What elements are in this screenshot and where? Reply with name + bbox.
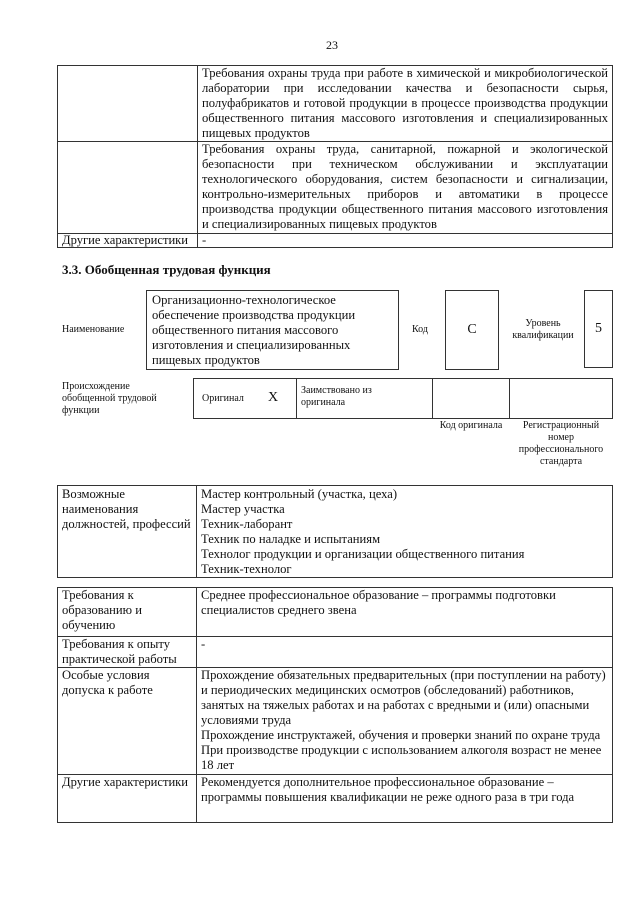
row-value <box>197 775 613 823</box>
reg-number-cell <box>509 378 613 419</box>
table-row <box>58 588 613 637</box>
table-row <box>58 668 613 775</box>
row-label <box>58 142 198 234</box>
section-title: 3.3. Обобщенная трудовая функция <box>62 262 271 277</box>
original-label: Оригинал <box>202 393 244 404</box>
positions-label: Возможные наименования должностей, профессий <box>58 486 197 578</box>
code-original-caption: Код оригинала <box>439 420 503 431</box>
row-value: - <box>198 234 613 248</box>
code-original-cell <box>432 378 510 419</box>
table-row <box>58 775 613 823</box>
borrowed-cell <box>296 378 433 419</box>
positions-table <box>57 485 613 578</box>
level-label: Уровень квалификации <box>512 318 574 341</box>
row-value <box>197 588 613 637</box>
row-line: Прохождение инструктажей, обучения и проверки знаний по охране труда <box>201 728 601 742</box>
row-value <box>197 668 613 775</box>
positions-list <box>197 486 613 578</box>
table-row <box>58 66 613 142</box>
requirements-table <box>57 587 613 823</box>
list-item: Техник-лаборант <box>201 517 293 531</box>
list-item: Мастер участка <box>201 502 285 516</box>
list-item: Мастер контрольный (участка, цеха) <box>201 487 398 501</box>
original-cell <box>193 378 297 419</box>
original-mark: X <box>268 390 279 405</box>
name-value: Организационно-технологическое обеспечение производства продукции общественного питания массового изготовления и специализированных пищевых продуктов <box>146 290 399 370</box>
top-table <box>57 65 613 248</box>
name-label: Наименование <box>62 324 125 335</box>
table-row <box>58 637 613 668</box>
list-item: Техник по наладке и испытаниям <box>201 532 381 546</box>
list-item: Технолог продукции и организации общественного питания <box>201 547 525 561</box>
table-row <box>58 142 613 234</box>
row-value <box>197 637 613 668</box>
row-label: Другие характеристики <box>58 234 198 248</box>
row-line: Прохождение обязательных предварительных (при поступлении на работу) и периодических медицинских осмотров (обследований) работников, занятых на тяжелых работах и на работах с вредными и (или) опасными условиями труда <box>201 668 606 727</box>
origin-label: Происхождение обобщенной трудовой функции <box>62 381 157 416</box>
row-line: Среднее профессиональное образование – программы подготовки специалистов среднего звена <box>201 588 556 617</box>
row-label <box>58 66 198 142</box>
code-label: Код <box>412 324 428 335</box>
table-row <box>58 234 613 248</box>
row-label: Другие характеристики <box>58 775 197 823</box>
row-label: Требования к опыту практической работы <box>58 637 197 668</box>
row-value: Требования охраны труда при работе в химической и микробиологической лаборатории при исследовании качества и безопасности сырья, полуфабрикатов и готовой продукции в процессе производства продукции общественного питания массового изготовления и специализированных пищевых продуктов <box>198 66 613 142</box>
borrowed-label: Заимствовано из оригинала <box>301 385 372 408</box>
row-line: Рекомендуется дополнительное профессиональное образование – программы повышения квалификации не реже одного раза в три года <box>201 775 575 804</box>
row-label: Требования к образованию и обучению <box>58 588 197 637</box>
row-label: Особые условия допуска к работе <box>58 668 197 775</box>
row-line: При производстве продукции с использованием алкоголя возраст не менее 18 лет <box>201 743 602 772</box>
reg-number-caption: Регистрационный номер профессионального стандарта <box>518 420 604 467</box>
level-value: 5 <box>584 290 613 368</box>
row-line: - <box>201 637 206 651</box>
row-value: Требования охраны труда, санитарной, пожарной и экологической безопасности при техническом обслуживании и эксплуатации технологического оборудования, систем безопасности и сигнализации, контрольно-измерительных приборов и автоматики в процессе производства продукции общественного питания массового изготовления и специализированных пищевых продуктов <box>198 142 613 234</box>
page-number: 23 <box>326 38 338 52</box>
list-item: Техник-технолог <box>201 562 292 576</box>
table-row <box>58 486 613 578</box>
code-value: C <box>445 290 499 370</box>
